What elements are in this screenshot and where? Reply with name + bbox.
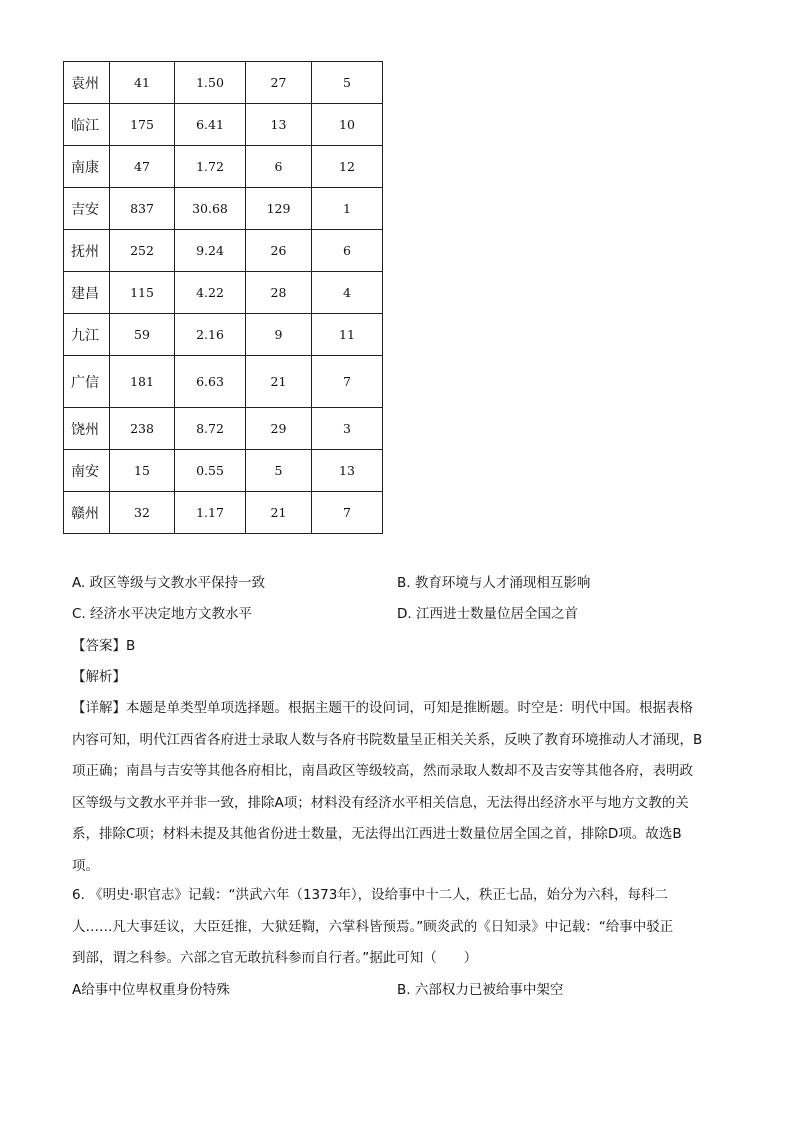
detail-line: 项正确；南昌与吉安等其他各府相比，南昌政区等级较高，然而录取人数却不及吉安等其他各府，表明政	[72, 763, 693, 779]
value-cell: 9.24	[175, 230, 246, 272]
value-cell: 1.50	[175, 62, 246, 104]
detail-line: 内容可知，明代江西省各府进士录取人数与各府书院数量呈正相关关系，反映了教育环境推动人才涌现，B	[72, 731, 703, 748]
prefecture-cell: 九江	[64, 314, 110, 356]
value-cell: 59	[110, 314, 175, 356]
value-cell: 2.16	[175, 314, 246, 356]
detail-paragraph	[72, 693, 722, 882]
value-cell: 7	[312, 492, 383, 534]
value-cell: 13	[246, 104, 312, 146]
value-cell: 6	[312, 230, 383, 272]
table-row	[64, 230, 383, 272]
value-cell: 129	[246, 188, 312, 230]
value-cell: 30.68	[175, 188, 246, 230]
prefecture-cell: 南康	[64, 146, 110, 188]
value-cell: 6.41	[175, 104, 246, 146]
prefecture-cell: 赣州	[64, 492, 110, 534]
value-cell: 12	[312, 146, 383, 188]
prefecture-cell: 袁州	[64, 62, 110, 104]
value-cell: 29	[246, 408, 312, 450]
value-cell: 3	[312, 408, 383, 450]
table-row	[64, 314, 383, 356]
q6-option-a: A给事中位卑权重身份特殊	[72, 982, 230, 998]
value-cell: 7	[312, 356, 383, 408]
table-row	[64, 188, 383, 230]
table-row	[64, 146, 383, 188]
table-row	[64, 272, 383, 314]
analysis-label: 【解析】	[72, 669, 126, 685]
table-row	[64, 62, 383, 104]
value-cell: 1.17	[175, 492, 246, 534]
value-cell: 5	[312, 62, 383, 104]
stem-line: 6. 《明史·职官志》记载：“洪武六年（1373年），设给事中十二人，秩正七品，始分为六科，每科二	[72, 887, 669, 903]
value-cell: 21	[246, 356, 312, 408]
value-cell: 9	[246, 314, 312, 356]
stem-line: 到部，谓之科参。六部之官无敢抗科参而自行者。”据此可知（ ）	[72, 950, 478, 966]
question-6-stem	[72, 880, 722, 975]
option-a: A. 政区等级与文教水平保持一致	[72, 575, 266, 591]
prefecture-cell: 临江	[64, 104, 110, 146]
value-cell: 5	[246, 450, 312, 492]
value-cell: 4.22	[175, 272, 246, 314]
value-cell: 41	[110, 62, 175, 104]
jinshi-table	[63, 61, 383, 534]
value-cell: 8.72	[175, 408, 246, 450]
q6-option-b: B. 六部权力已被给事中架空	[397, 982, 564, 998]
value-cell: 26	[246, 230, 312, 272]
detail-line: 【详解】本题是单类型单项选择题。根据主题干的设问词，可知是推断题。时空是：明代中国。根据表格	[72, 700, 693, 716]
value-cell: 10	[312, 104, 383, 146]
table-row	[64, 356, 383, 408]
value-cell: 47	[110, 146, 175, 188]
value-cell: 837	[110, 188, 175, 230]
value-cell: 175	[110, 104, 175, 146]
option-d: D. 江西进士数量位居全国之首	[397, 606, 578, 622]
value-cell: 28	[246, 272, 312, 314]
value-cell: 32	[110, 492, 175, 534]
stem-line: 人……凡大事廷议，大臣廷推，大狱廷鞫，六掌科皆预焉。”顾炎武的《日知录》中记载：“给事中驳正	[72, 918, 674, 935]
option-c: C. 经济水平决定地方文教水平	[72, 606, 253, 622]
value-cell: 0.55	[175, 450, 246, 492]
table-row	[64, 408, 383, 450]
answer-line: 【答案】B	[72, 638, 136, 654]
value-cell: 11	[312, 314, 383, 356]
value-cell: 115	[110, 272, 175, 314]
option-b: B. 教育环境与人才涌现相互影响	[397, 575, 591, 591]
detail-line: 区等级与文教水平并非一致，排除A项；材料没有经济水平相关信息，无法得出经济水平与地方文教的关	[72, 794, 689, 811]
prefecture-cell: 抚州	[64, 230, 110, 272]
value-cell: 252	[110, 230, 175, 272]
detail-line: 系，排除C项；材料未提及其他省份进士数量，无法得出江西进士数量位居全国之首，排除D项。故选B	[72, 826, 682, 842]
value-cell: 6	[246, 146, 312, 188]
value-cell: 27	[246, 62, 312, 104]
value-cell: 6.63	[175, 356, 246, 408]
prefecture-cell: 广信	[64, 356, 110, 408]
prefecture-cell: 饶州	[64, 408, 110, 450]
value-cell: 238	[110, 408, 175, 450]
value-cell: 181	[110, 356, 175, 408]
value-cell: 15	[110, 450, 175, 492]
table-row	[64, 104, 383, 146]
prefecture-cell: 建昌	[64, 272, 110, 314]
value-cell: 1	[312, 188, 383, 230]
value-cell: 13	[312, 450, 383, 492]
value-cell: 4	[312, 272, 383, 314]
table-row	[64, 450, 383, 492]
prefecture-cell: 吉安	[64, 188, 110, 230]
prefecture-cell: 南安	[64, 450, 110, 492]
detail-line: 项。	[72, 857, 99, 874]
table-row	[64, 492, 383, 534]
value-cell: 21	[246, 492, 312, 534]
value-cell: 1.72	[175, 146, 246, 188]
